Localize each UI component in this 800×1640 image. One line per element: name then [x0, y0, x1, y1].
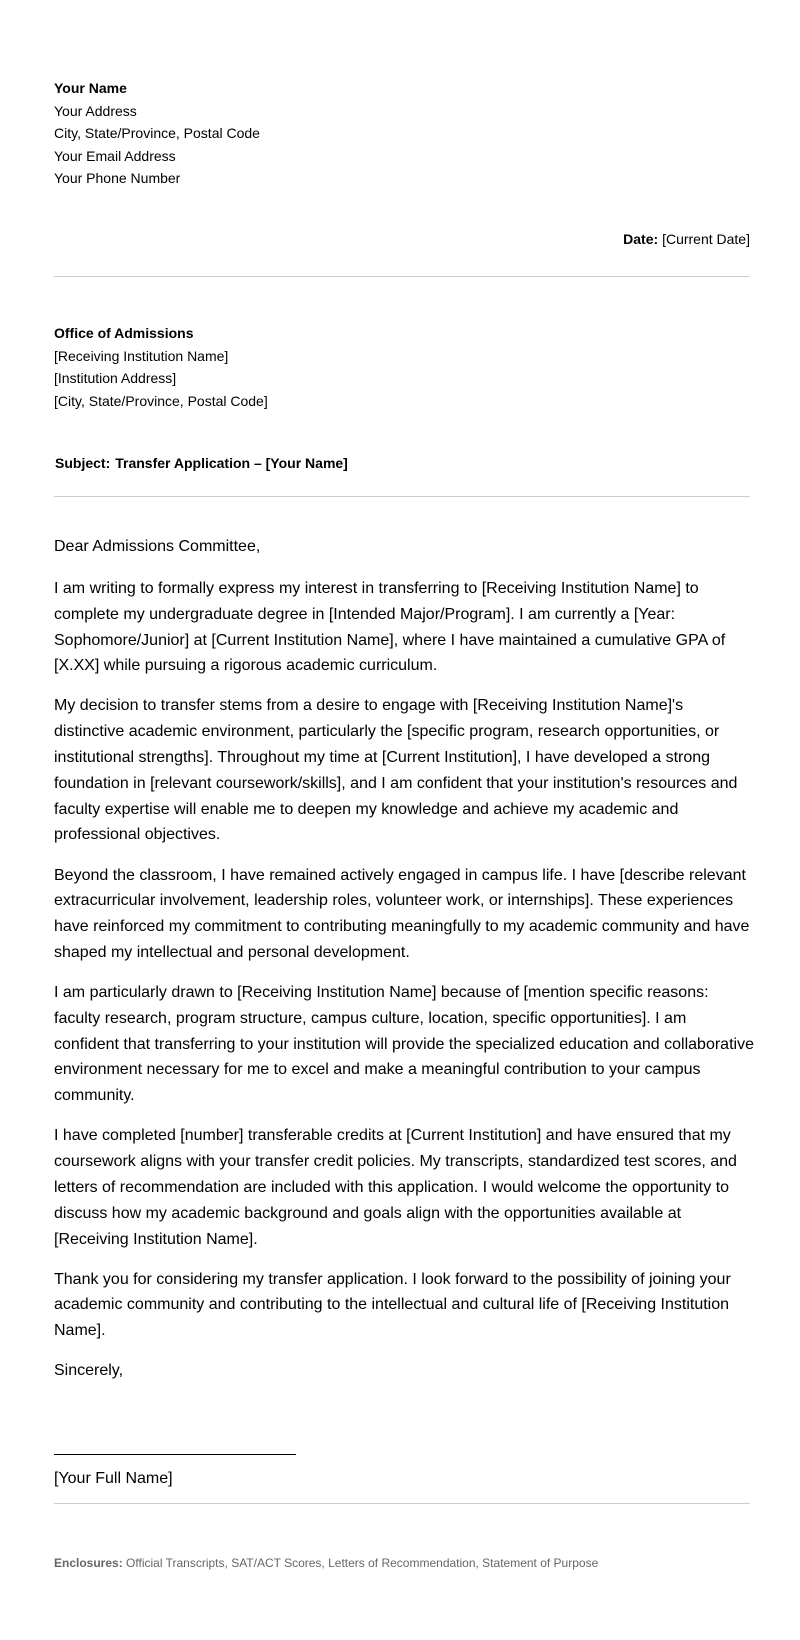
- sender-email: Your Email Address: [54, 147, 176, 164]
- recipient-office: Office of Admissions: [54, 325, 194, 341]
- signature-line: [54, 1454, 296, 1455]
- sender-block: [54, 77, 260, 190]
- signature-name: [Your Full Name]: [54, 1470, 173, 1487]
- salutation: Dear Admissions Committee,: [54, 538, 261, 555]
- subject-line: [55, 453, 348, 473]
- sender-address: Your Address: [54, 102, 137, 119]
- letter-body: [54, 576, 754, 1358]
- body-paragraph-6: Thank you for considering my transfer application. I look forward to the possibility of joining your academic community and contributing to the intellectual and cultural life of [Receiving Institution Name].: [54, 1270, 731, 1340]
- body-paragraph-1: I am writing to formally express my interest in transferring to [Receiving Institution Name] to complete my undergraduate degree in [Intended Major/Program]. I am currently a [Year: Sophomore/Junior] at [Current Institution Name], where I have maintained a cumulative GPA of [X.XX] while pursuing a rigorous academic curriculum.: [54, 580, 726, 675]
- body-paragraph-3: Beyond the classroom, I have remained actively engaged in campus life. I have [describe relevant extracurricular involvement, leadership roles, volunteer work, or internships]. These experiences have reinforced my commitment to contributing meaningfully to my academic community and have shaped my intellectual and personal development.: [54, 866, 750, 961]
- recipient-institution: [Receiving Institution Name]: [54, 347, 229, 364]
- divider-top: [54, 276, 750, 277]
- closing: Sincerely,: [54, 1362, 124, 1379]
- divider-subject: [54, 496, 750, 497]
- date-line: [623, 229, 750, 249]
- sender-city-line: City, State/Province, Postal Code: [54, 125, 260, 141]
- recipient-address: [Institution Address]: [54, 370, 177, 386]
- subject-label: Subject:: [55, 455, 111, 471]
- date-value: [Current Date]: [662, 231, 750, 247]
- enclosures-label: Enclosures:: [54, 1556, 123, 1570]
- body-paragraph-4: I am particularly drawn to [Receiving Institution Name] because of [mention specific reasons: faculty research, program structure, campus culture, location, specific opportunities]. I am confident that transferring to your institution will provide the specialized education and collaborative environment necessary for me to excel and make a meaningful contribution to your campus community.: [54, 984, 754, 1105]
- subject-text: Transfer Application – [Your Name]: [115, 455, 348, 471]
- body-paragraph-2: My decision to transfer stems from a desire to engage with [Receiving Institution Name]'s distinctive academic environment, particularly the [specific program, research opportunities, or institutional strengths]. Throughout my time at [Current Institution], I have developed a strong foundation in [relevant coursework/skills], and I am confident that your institution's resources and faculty expertise will enable me to deepen my knowledge and achieve my academic and professional objectives.: [54, 697, 738, 844]
- recipient-block: [54, 322, 268, 412]
- body-paragraph-5: I have completed [number] transferable credits at [Current Institution] and have ensured that my coursework aligns with your transfer credit policies. My transcripts, standardized test scores, and letters of recommendation are included with this application. I would welcome the opportunity to discuss how my academic background and goals align with the opportunities available at [Receiving Institution Name].: [54, 1127, 737, 1248]
- date-label: Date:: [623, 231, 659, 247]
- divider-bottom: [54, 1503, 750, 1504]
- sender-name: Your Name: [54, 80, 127, 96]
- enclosures-text: Official Transcripts, SAT/ACT Scores, Letters of Recommendation, Statement of Purpose: [126, 1556, 599, 1570]
- sender-phone: Your Phone Number: [54, 170, 181, 186]
- enclosures-line: [54, 1554, 598, 1572]
- recipient-city-line: [City, State/Province, Postal Code]: [54, 392, 268, 409]
